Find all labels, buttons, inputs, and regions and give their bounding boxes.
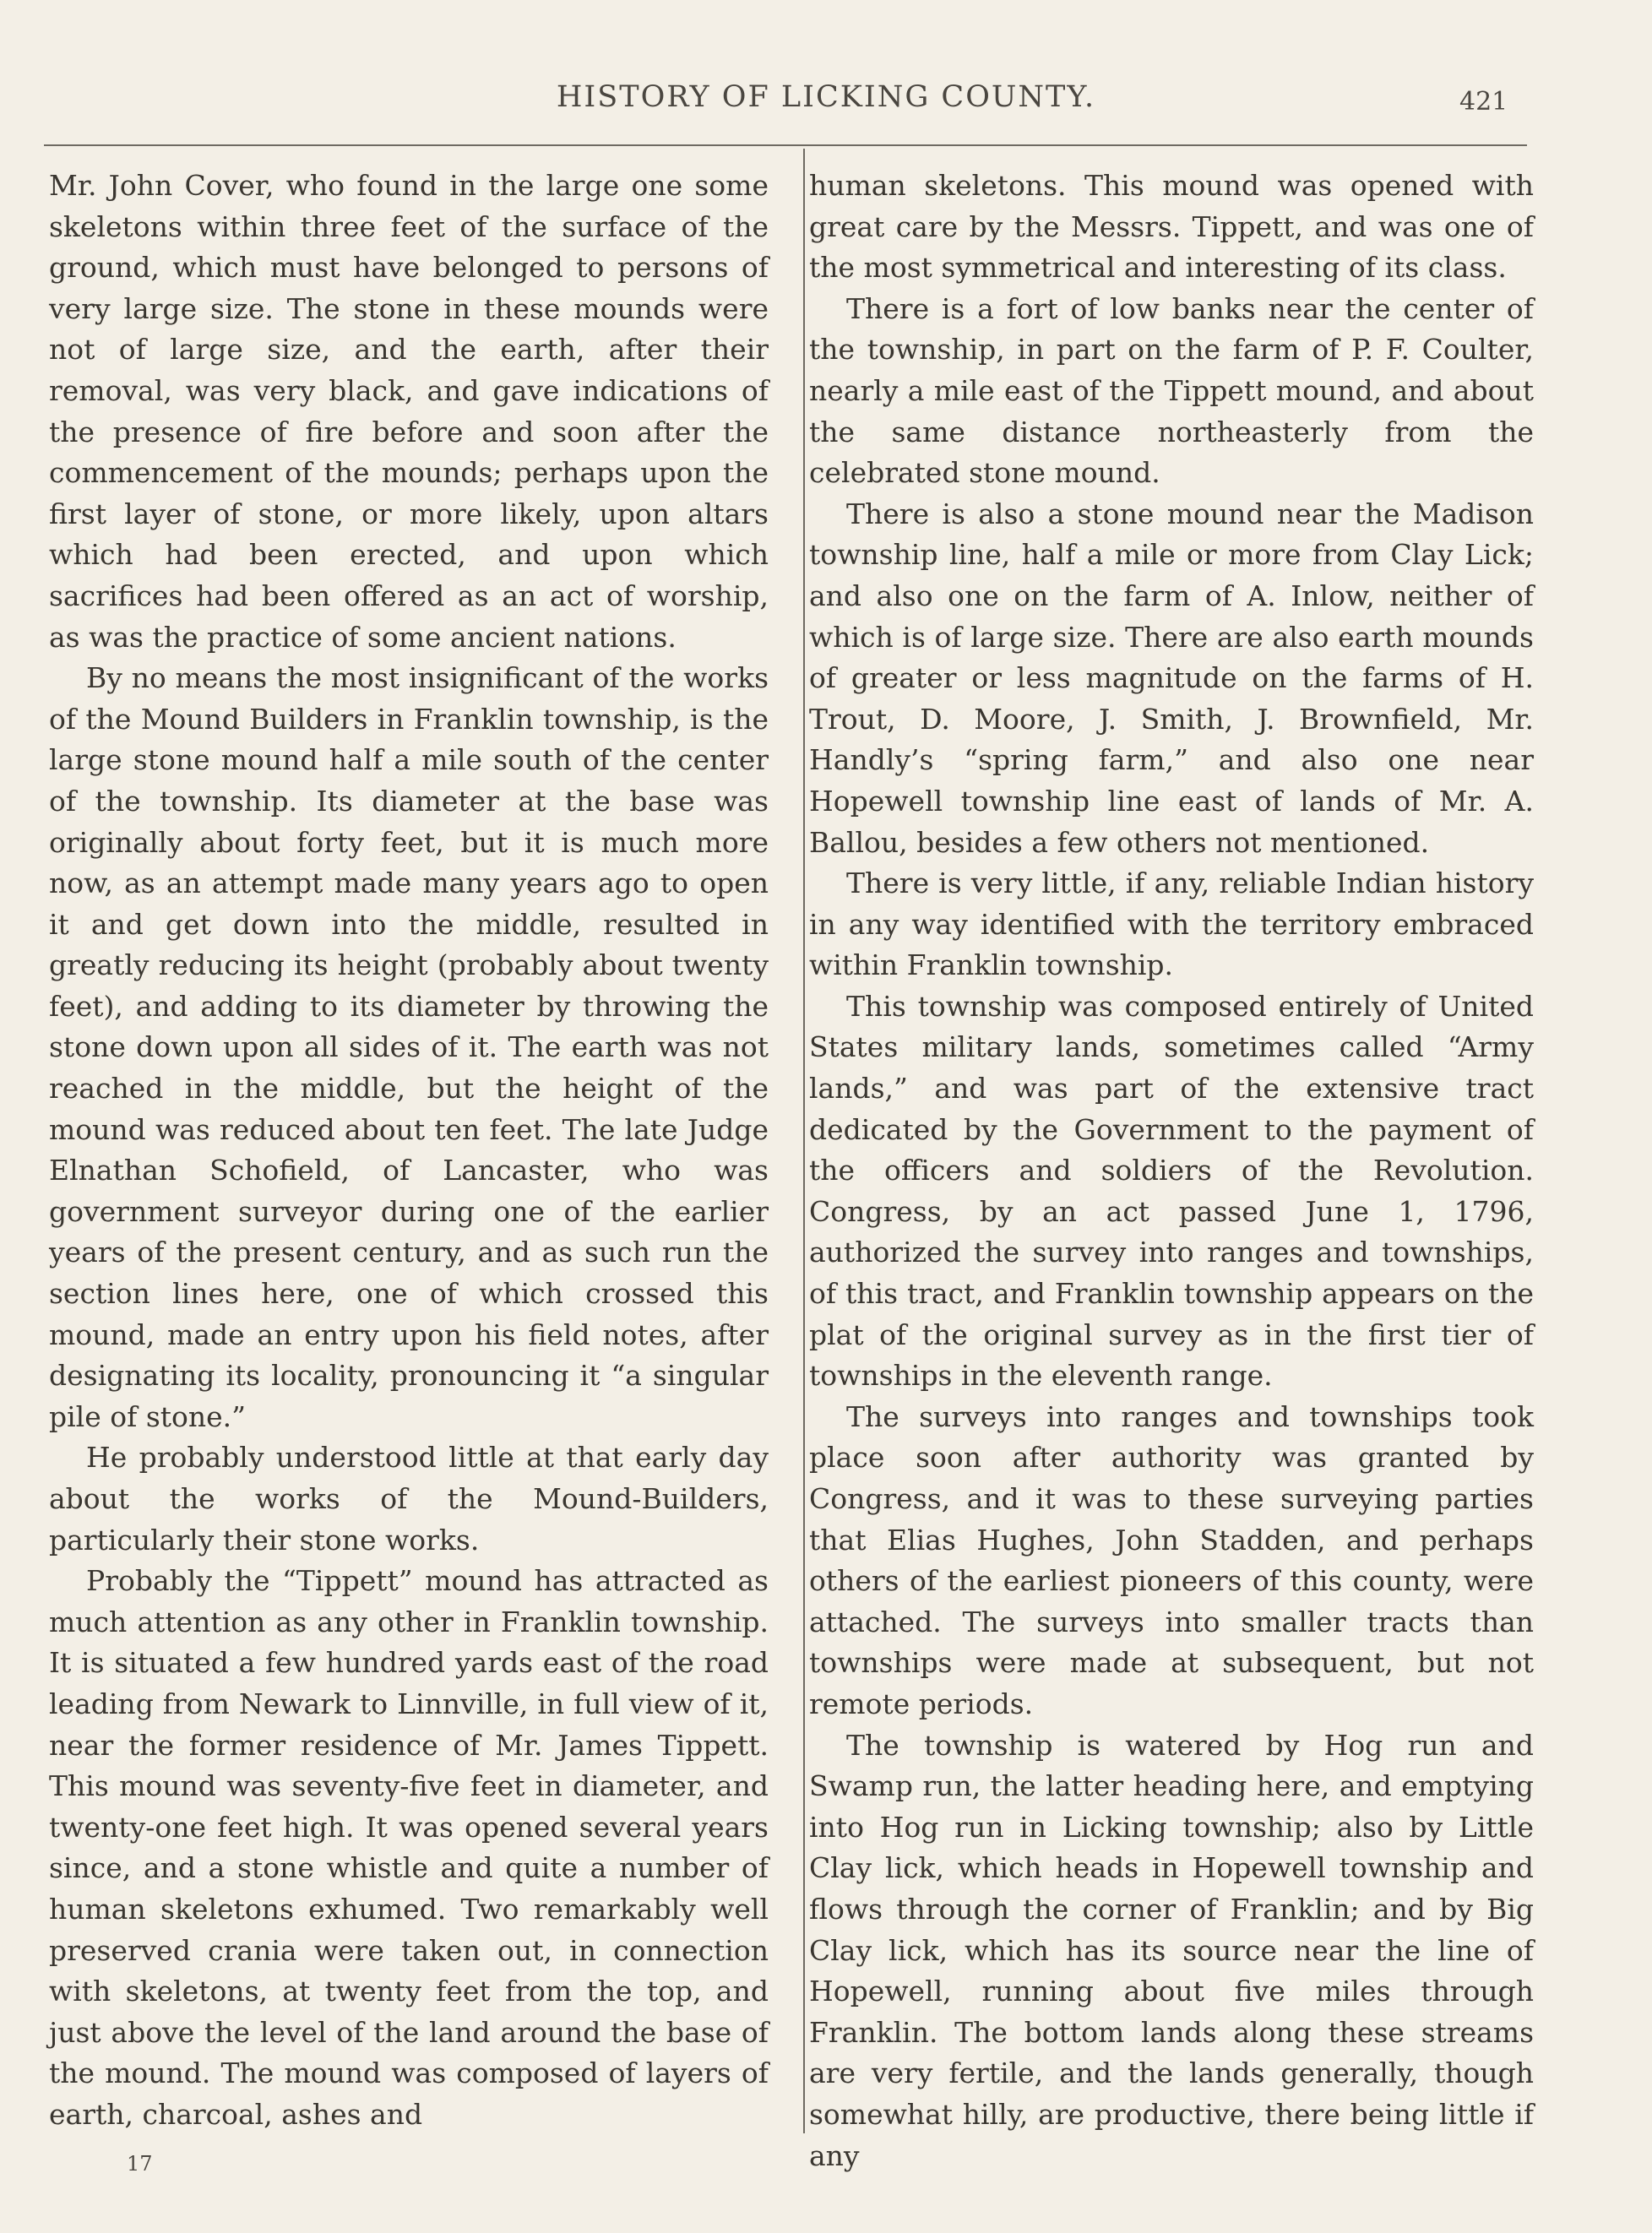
paragraph: The township is watered by Hog run and Swamp run, the latter heading here, and emptying into Hog run in Licking township; also by Little Clay lick, which heads in Hopewell township and flows through the corner of Franklin; and by Big Clay lick, which has its source near the line of Hopewell, running about five miles through Franklin. The bottom lands along these streams are very fertile, and the lands generally, though somewhat hilly, are productive, there being little if any	[809, 1728, 1534, 2172]
left-column	[49, 166, 769, 2136]
paragraph: There is very little, if any, reliable Indian history in any way identified with the territory embraced within Franklin township.	[809, 867, 1534, 982]
paragraph: He probably understood little at that early day about the works of the Mound-Builders, particularly their stone works.	[49, 1441, 769, 1557]
paragraph: There is also a stone mound near the Madison township line, half a mile or more from Clay Lick; and also one on the farm of A. Inlow, neither of which is of large size. There are also earth mounds of greater or less magnitude on the farms of H. Trout, D. Moore, J. Smith, J. Brownfield, Mr. Handly’s “spring farm,” and also one near Hopewell township line east of lands of Mr. A. Ballou, besides a few others not mentioned.	[809, 497, 1534, 859]
column-divider	[803, 149, 805, 2133]
paragraph: Probably the “Tippett” mound has attracted as much attention as any other in Franklin township. It is situated a few hundred yards east of the road leading from Newark to Linnville, in full view of it, near the former residence of Mr. James Tippett. This mound was seventy-five feet in diameter, and twenty-one feet high. It was opened several years since, and a stone whistle and quite a number of human skeletons exhumed. Two remarkably well preserved crania were taken out, in connection with skeletons, at twenty feet from the top, and just above the level of the land around the base of the mound. The mound was composed of layers of earth, charcoal, ashes and	[49, 1564, 769, 2131]
signature-mark: 17	[127, 2152, 153, 2176]
paragraph: There is a fort of low banks near the center of the township, in part on the farm of P. F. Coulter, nearly a mile east of the Tippett mound, and about the same distance northeasterly from the celebrated stone mound.	[809, 291, 1534, 490]
paragraph: By no means the most insignificant of the works of the Mound Builders in Franklin township, is the large stone mound half a mile south of the center of the township. Its diameter at the base was originally about forty feet, but it is much more now, as an attempt made many years ago to open it and get down into the middle, resulted in greatly reducing its height (probably about twenty feet), and adding to its diameter by throwing the stone down upon all sides of it. The earth was not reached in the middle, but the height of the mound was reduced about ten feet. The late Judge Elnathan Schofield, of Lancaster, who was government surveyor during one of the earlier years of the present century, and as such run the section lines here, one of which crossed this mound, made an entry upon his field notes, after designating its locality, pronouncing it “a singular pile of stone.”	[49, 661, 769, 1433]
page-header	[0, 80, 1652, 131]
paragraph: Mr. John Cover, who found in the large one some skeletons within three feet of the surface of the ground, which must have belonged to persons of very large size. The stone in these mounds were not of large size, and the earth, after their removal, was very black, and gave indications of the presence of fire before and soon after the commencement of the mounds; perhaps upon the first layer of stone, or more likely, upon altars which had been erected, and upon which sacrifices had been offered as an act of worship, as was the practice of some ancient nations.	[49, 169, 769, 654]
paragraph: This township was composed entirely of United States military lands, sometimes called “Army lands,” and was part of the extensive tract dedicated by the Government to the payment of the officers and soldiers of the Revolution. Congress, by an act passed June 1, 1796, authorized the survey into ranges and townships, of this tract, and Franklin township appears on the plat of the original survey as in the first tier of townships in the eleventh range.	[809, 989, 1534, 1393]
right-column	[809, 166, 1534, 2176]
page-number: 421	[1459, 87, 1508, 117]
header-rule	[44, 144, 1527, 146]
paragraph: human skeletons. This mound was opened with great care by the Messrs. Tippett, and was one of the most symmetrical and interesting of its class.	[809, 169, 1534, 285]
paragraph: The surveys into ranges and townships took place soon after authority was granted by Congress, and it was to these surveying parties that Elias Hughes, John Stadden, and perhaps others of the earliest pioneers of this county, were attached. The surveys into smaller tracts than townships were made at subsequent, but not remote periods.	[809, 1399, 1534, 1720]
running-head: HISTORY OF LICKING COUNTY.	[556, 80, 1096, 114]
